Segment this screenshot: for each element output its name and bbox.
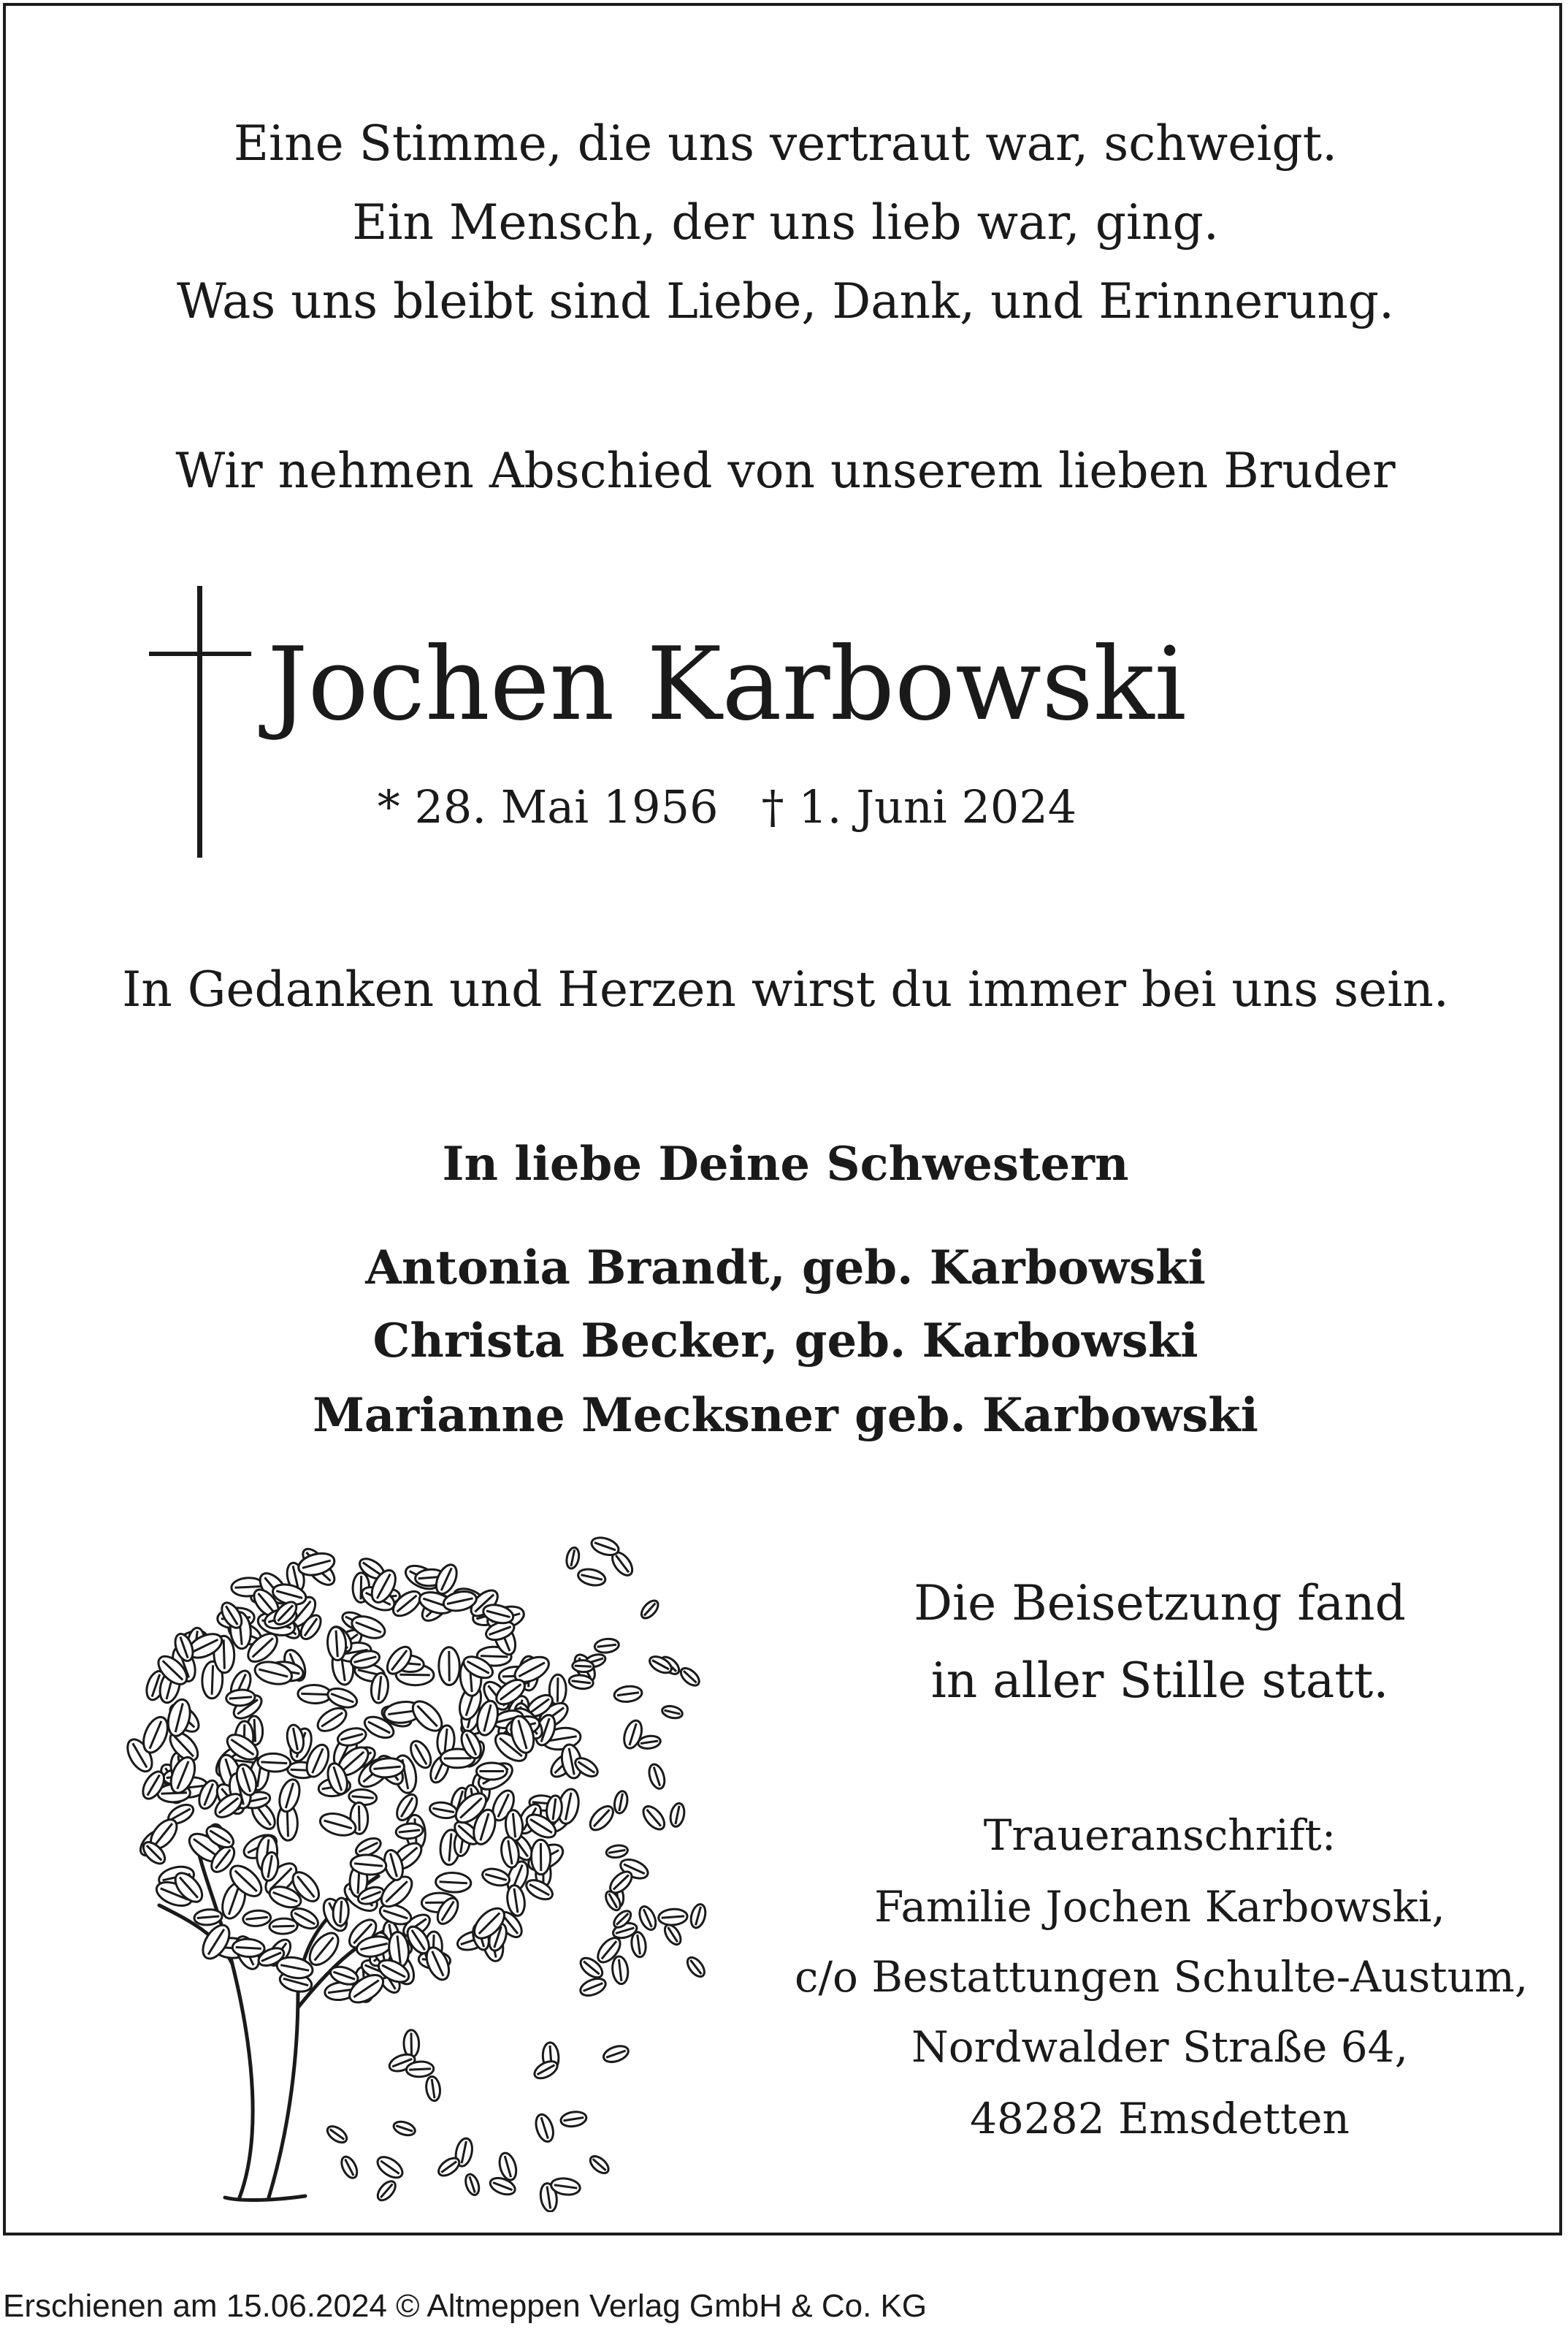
leaf-vein — [409, 2069, 431, 2070]
address-line: c/o Bestattungen Schulte-Austum, — [795, 1952, 1529, 2002]
mourner-name: Marianne Mecksner geb. Karbowski — [313, 1388, 1258, 1443]
memorial-line: In Gedanken und Herzen wirst du immer bei uns sein. — [122, 961, 1449, 1018]
deceased-name: Jochen Karbowski — [267, 625, 1187, 743]
poem-line-1: Eine Stimme, die uns vertraut war, schweigt. — [233, 115, 1338, 172]
burial-line-2: in aller Stille statt. — [930, 1653, 1389, 1709]
leaf-vein — [223, 1639, 224, 1669]
mourner-name: Antonia Brandt, geb. Karbowski — [365, 1240, 1206, 1295]
leaf-vein — [340, 1901, 342, 1924]
leaf-vein — [449, 1651, 450, 1682]
mourners-heading: In liebe Deine Schwestern — [442, 1137, 1129, 1192]
farewell-intro: Wir nehmen Abschied von unserem lieben Bruder — [175, 443, 1396, 499]
burial-line-1: Die Beisetzung fand — [914, 1575, 1406, 1631]
leaf-vein — [399, 1674, 429, 1675]
poem-line-2: Ein Mensch, der uns lieb war, ging. — [352, 194, 1219, 251]
address-line: 48282 Emsdetten — [970, 2094, 1350, 2143]
poem-line-3: Was uns bleibt sind Liebe, Dank, und Erinnerung. — [176, 273, 1395, 329]
leaf-vein — [254, 1719, 256, 1742]
leaf-vein — [411, 2033, 412, 2055]
address-label: Traueranschrift: — [983, 1810, 1336, 1860]
mourner-name: Christa Becker, geb. Karbowski — [372, 1314, 1198, 1368]
address-line: Nordwalder Straße 64, — [911, 2022, 1408, 2072]
leaf-vein — [481, 1656, 508, 1657]
leaf-vein — [261, 1762, 287, 1764]
leaf-vein — [235, 1587, 261, 1588]
address-line: Familie Jochen Karbowski, — [874, 1882, 1445, 1932]
leaf-vein — [440, 1882, 467, 1883]
obituary-frame — [3, 3, 1562, 2235]
deceased-dates: * 28. Mai 1956 † 1. Juni 2024 — [377, 780, 1077, 834]
publication-footer: Erschienen am 15.06.2024 © Altmeppen Verlag GmbH & Co. KG — [3, 2288, 928, 2324]
leaf-vein — [212, 1665, 213, 1694]
leaf-vein — [236, 1947, 261, 1948]
leaf-vein — [557, 1677, 558, 1701]
leaf-vein — [161, 1793, 187, 1794]
windswept-tree-illustration — [115, 1496, 714, 2212]
leaf-vein — [301, 1693, 328, 1694]
